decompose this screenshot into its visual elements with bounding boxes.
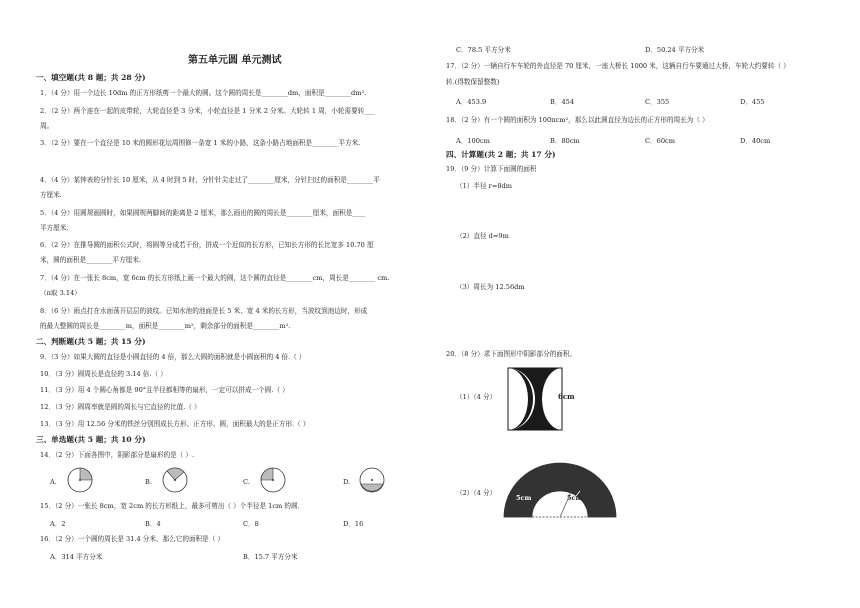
question-19-part-1: （1）半径 r=8dm — [456, 182, 513, 190]
q14-option-b-figure — [155, 466, 195, 494]
q16-option-d: D．50.24 平方分米 — [645, 46, 705, 54]
q18-option-c: C．60cm — [645, 137, 675, 145]
question-19-part-2: （2）直径 d=9m — [456, 232, 509, 240]
q17-option-a: A．453.9 — [456, 98, 487, 106]
section-fill-in: 一、填空题(共 8 题；共 28 分) — [36, 73, 146, 82]
page-title: 第五单元圆 单元测试 — [188, 55, 282, 66]
q16-option-c: C．78.5 平方分米 — [456, 46, 511, 54]
question-8: 8．（6 分）雨点打在水面荡开层层的波纹。已知水池的池面是长 5 米、宽 4 米的长方形，当波纹到池边时，形成 — [40, 307, 368, 315]
q17-option-d: D．455 — [740, 98, 765, 106]
question-19: 19．（9 分）计算下面圆的面积 — [446, 165, 537, 173]
question-4-cont: 方厘米. — [40, 191, 62, 199]
q14-option-d-label: D. — [343, 478, 351, 486]
question-7-cont: （π取 3.14） — [40, 289, 81, 297]
q18-option-b: B．80cm — [550, 137, 580, 145]
q14-option-b-label: B. — [145, 478, 152, 486]
q14-option-a-figure — [60, 466, 100, 494]
question-8-cont: 的最大整圆的周长是________m，面积是________m²，剩余部分的面积是________m². — [40, 322, 291, 330]
question-2-cont: 周。 — [40, 122, 54, 130]
q18-option-d: D．40cm — [740, 137, 771, 145]
q14-option-c-label: C. — [243, 478, 250, 486]
question-20-part-2: （2）（4 分） — [456, 489, 497, 497]
question-5: 5．（4 分）用圆规画圆时，如果圆规两脚间的距离是 2 厘米，那么画出的圆的周长是________厘米，面积是____ — [40, 209, 366, 217]
q16-option-b: B．15.7 平方分米 — [243, 553, 298, 561]
q15-option-c: C．8 — [243, 520, 259, 528]
q14-option-a-label: A. — [50, 478, 57, 486]
section-true-false: 二、判断题(共 5 题；共 15 分) — [36, 337, 146, 346]
question-6-cont: 米，圆的面积是________平方厘米. — [40, 256, 142, 264]
question-15: 15．（2 分）一张长 8cm，宽 2cm 的长方形纸上，最多可剪出（ ）个半径是 1cm 的圆. — [40, 502, 300, 510]
question-4: 4．（4 分）某钟表的分针长 10 厘米，从 4 时到 5 时，分针针尖走过了________厘米，分针扫过的面积是________平 — [40, 176, 380, 184]
q15-option-d: D．16 — [343, 520, 364, 528]
q18-option-a: A．100cm — [456, 137, 490, 145]
question-3: 3．（2 分）要在一个直径是 10 米的圆形花坛周围修一条宽 1 米的小路，这条小路占地面积是________平方米. — [40, 139, 361, 147]
question-9: 9．（3 分）如果大圆的直径是小圆直径的 4 倍，那么大圆的面积就是小圆面积的 4 倍.（ ） — [40, 353, 306, 361]
q14-option-d-figure — [352, 466, 392, 494]
q17-option-c: C．355 — [645, 98, 670, 106]
question-10: 10．（3 分）圆周长是直径的 3.14 倍.（ ） — [40, 370, 167, 378]
question-20: 20．（8 分）求下面图形中阴影部分的面积。 — [446, 350, 577, 358]
q17-option-b: B．454 — [550, 98, 575, 106]
question-5-cont: 平方厘米. — [40, 224, 69, 232]
question-13: 13．（3 分）用 12.56 分米的铁丝分别围成长方形、正方形、圆，面积最大的是正方形.（ ） — [40, 420, 310, 428]
question-14: 14．（2 分）下面各图中，阴影部分是扇形的是（ ）. — [40, 451, 195, 459]
question-6: 6．（2 分）在推导圆的面积公式时，将圆等分成若干份，拼成一个近似的长方形，已知长方形的长比宽多 10.70 厘 — [40, 241, 374, 249]
question-16: 16．（2 分）一个圆的周长是 31.4 分米，那么它的面积是（ ） — [40, 535, 225, 543]
q15-option-b: B．4 — [145, 520, 161, 528]
question-7: 7．（4 分）在一张长 8cm，宽 6cm 的长方形纸上画一个最大的圆，这个圆的直径是________cm，周长是________ cm. — [40, 274, 390, 282]
question-2: 2．（2 分）两个连在一起的皮带轮，大轮直径是 3 分米，小轮直径是 1 分米 2 分米。大轮转 1 周，小轮需要转___ — [40, 107, 375, 115]
question-1: 1．（4 分）用一个边长 10dm 的正方形纸剪一个最大的圆。这个圆的周长是________dm，面积是________dm². — [40, 89, 367, 97]
q16-option-a: A．314 平方分米 — [50, 553, 103, 561]
question-17-cont: 转.(得数保留整数) — [446, 78, 500, 86]
question-11: 11．（3 分）用 4 个圆心角都是 90°且半径都相等的扇形，一定可以拼成一个圆.（ ） — [40, 386, 289, 394]
question-19-part-3: （3）周长为 12.56dm — [456, 283, 525, 291]
q20-figure-2 — [502, 461, 622, 521]
q15-option-a: A．2 — [50, 520, 66, 528]
q20-figure-1-dimension: 6cm — [558, 392, 575, 401]
section-calculation: 四、计算题(共 2 题；共 17 分) — [446, 150, 556, 159]
q20-figure-2-outer-radius: 5cm — [567, 494, 583, 502]
question-20-part-1: （1）（4 分） — [456, 393, 497, 401]
q14-option-c-figure — [253, 466, 293, 494]
question-17: 17．（2 分）一辆自行车车轮的外直径是 70 厘米，一座大桥长 1000 米，这辆自行车要通过大桥，车轮大约要转（ ） — [446, 62, 790, 70]
question-18: 18．（2 分）有一个圆的面积为 100πcm²，那么以此圆直径为边长的正方形的周长为（ ） — [446, 116, 709, 124]
q20-figure-2-inner-radius: 5cm — [516, 494, 532, 502]
question-12: 12．（3 分）圆周率就是圆的周长与它直径的比值.（ ） — [40, 403, 201, 411]
section-single-choice: 三、单选题(共 5 题；共 10 分) — [36, 435, 146, 444]
